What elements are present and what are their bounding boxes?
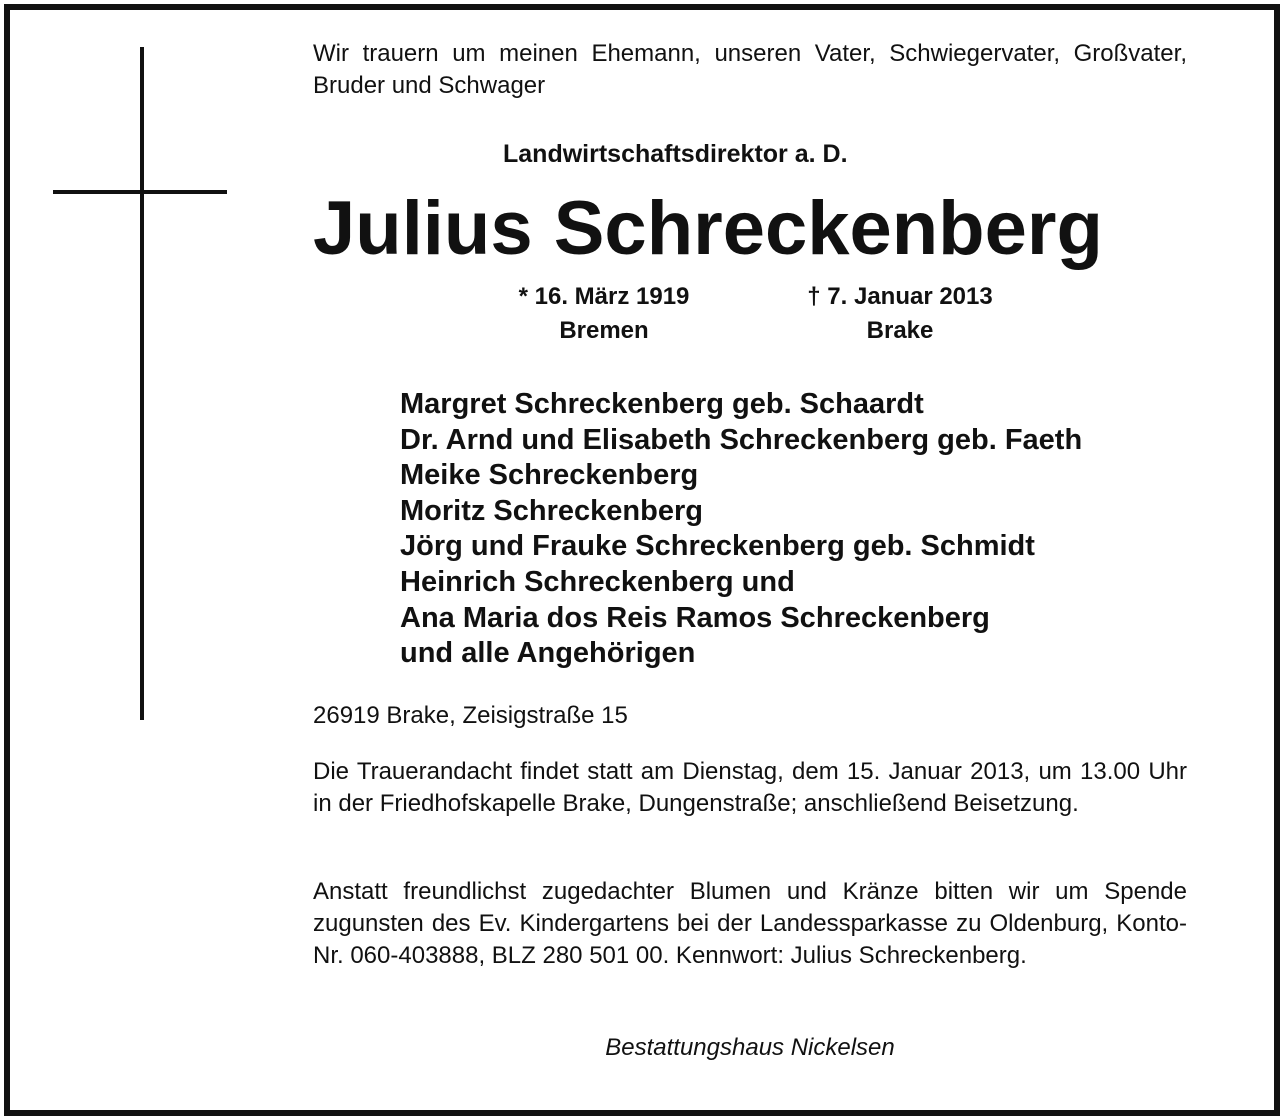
- family-member: Heinrich Schreckenberg und: [400, 565, 795, 598]
- death-place: Brake: [866, 317, 934, 344]
- family-member: und alle Angehörigen: [400, 637, 696, 670]
- family-member: Margret Schreckenberg geb. Schaardt: [400, 388, 924, 420]
- intro-paragraph: Wir trauern um meinen Ehemann, unseren Vater, Schwiegervater, Großvater, Bruder und Schwager: [313, 40, 1187, 99]
- intro-text: [313, 38, 1187, 102]
- deceased-name: Julius Schreckenberg: [313, 186, 1103, 271]
- family-member: Moritz Schreckenberg: [400, 494, 703, 527]
- family-member: Jörg und Frauke Schreckenberg geb. Schmidt: [400, 530, 1035, 563]
- cross-icon-bar: [53, 190, 227, 194]
- funeral-home: Bestattungshaus Nickelsen: [605, 1034, 895, 1061]
- donation-info: [313, 876, 1187, 972]
- family-member: Ana Maria dos Reis Ramos Schreckenberg: [400, 601, 990, 634]
- service-info: [313, 756, 1187, 820]
- service-paragraph: Die Trauerandacht findet statt am Dienstag, dem 15. Januar 2013, um 13.00 Uhr in der Friedhofskapelle Brake, Dungenstraße; anschließend Beisetzung.: [313, 758, 1187, 817]
- birth-info: [494, 280, 714, 348]
- birth-date: * 16. März 1919: [518, 283, 690, 310]
- family-member: Meike Schreckenberg: [400, 459, 699, 492]
- address: 26919 Brake, Zeisigstraße 15: [313, 702, 628, 729]
- death-info: [780, 280, 1020, 348]
- donation-paragraph: Anstatt freundlichst zugedachter Blumen und Kränze bitten wir um Spende zugunsten des Ev. Kindergartens bei der Landessparkasse zu Oldenburg, Konto-Nr. 060-403888, BLZ 280 501 00. Kennwort: Julius Schreckenberg.: [313, 878, 1187, 969]
- cross-icon: [140, 47, 144, 720]
- family-member: Dr. Arnd und Elisabeth Schreckenberg geb. Faeth: [400, 423, 1083, 456]
- family-list: [400, 387, 1082, 672]
- death-date: † 7. Januar 2013: [807, 283, 993, 310]
- deceased-title: Landwirtschaftsdirektor a. D.: [503, 140, 848, 168]
- birth-place: Bremen: [559, 317, 649, 344]
